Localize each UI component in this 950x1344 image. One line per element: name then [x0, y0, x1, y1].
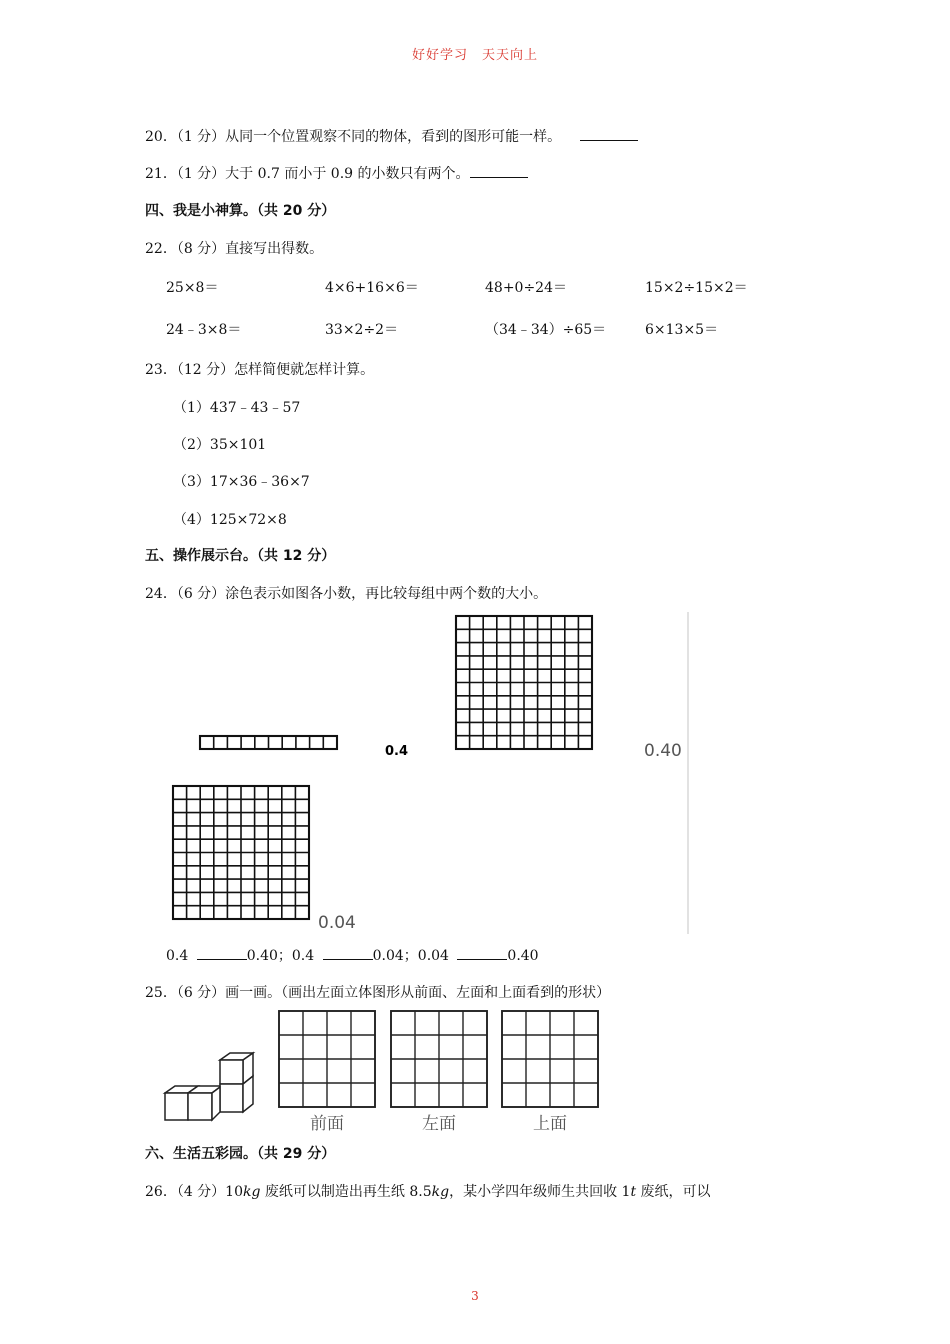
q23-item-3: （3）17×36﹣36×7: [173, 474, 310, 490]
calc-item: （34﹣34）÷65＝: [485, 322, 607, 338]
strip-1x10[interactable]: [200, 736, 337, 749]
calc-item: 33×2÷2＝: [325, 322, 399, 338]
view-label-top: 上面: [533, 1114, 567, 1133]
view-grid-left[interactable]: [391, 1011, 487, 1107]
section-4-title: 四、我是小神算。（共 20 分）: [145, 203, 336, 219]
calc-item: 15×2÷15×2＝: [645, 280, 748, 296]
q24-grid-figure: [165, 612, 690, 934]
question-25-text: 25．（6 分）画一画。（画出左面立体图形从前面、左面和上面看到的形状）: [145, 985, 611, 1001]
unit-kg: kg: [243, 1184, 261, 1200]
view-grid-front[interactable]: [279, 1011, 375, 1107]
q26-text: 废纸可以制造出再生纸 8.5: [260, 1184, 432, 1200]
answer-blank[interactable]: [580, 128, 638, 141]
label-0-04: 0.04: [318, 913, 356, 933]
q26-text: 废纸，可以: [636, 1184, 711, 1200]
question-21: [145, 163, 528, 183]
compare-text: 0.04；0.04: [372, 948, 449, 964]
label-0-4: 0.4: [385, 744, 409, 759]
answer-blank[interactable]: [323, 947, 373, 960]
q23-item-1: （1）437﹣43﹣57: [173, 400, 301, 416]
q23-item-4: （4）125×72×8: [173, 512, 287, 528]
calc-item: 24﹣3×8＝: [166, 322, 242, 338]
view-label-front: 前面: [310, 1114, 344, 1133]
grid-10x10-c[interactable]: [173, 786, 309, 919]
question-20-text: 20．（1 分）从同一个位置观察不同的物体，看到的图形可能一样。: [145, 129, 562, 145]
calc-item: 48+0÷24＝: [485, 280, 567, 296]
grid-10x10-b[interactable]: [456, 616, 592, 749]
calc-item: 25×8＝: [166, 280, 219, 296]
question-23-text: 23．（12 分）怎样简便就怎样计算。: [145, 362, 375, 378]
view-grid-top[interactable]: [502, 1011, 598, 1107]
question-22-text: 22．（8 分）直接写出得数。: [145, 241, 324, 257]
answer-blank[interactable]: [457, 947, 507, 960]
answer-blank[interactable]: [197, 947, 247, 960]
view-label-left: 左面: [422, 1114, 456, 1133]
cube-solid: [165, 1053, 253, 1120]
compare-text: 0.40；0.4: [246, 948, 315, 964]
unit-kg: kg: [431, 1184, 450, 1200]
page-number: 3: [471, 1289, 479, 1303]
question-20: [145, 126, 638, 146]
calc-item: 6×13×5＝: [645, 322, 719, 338]
q25-figure: [160, 1008, 605, 1133]
compare-text: 0.4: [166, 948, 189, 964]
answer-blank[interactable]: [470, 165, 528, 178]
q23-item-2: （2）35×101: [173, 437, 267, 453]
label-0-40: 0.40: [644, 741, 682, 761]
question-21-text: 21．（1 分）大于 0.7 而小于 0.9 的小数只有两个。: [145, 166, 470, 182]
question-24-text: 24．（6 分）涂色表示如图各小数，再比较每组中两个数的大小。: [145, 586, 548, 602]
section-6-title: 六、生活五彩园。（共 29 分）: [145, 1146, 336, 1162]
section-5-title: 五、操作展示台。（共 12 分）: [145, 548, 336, 564]
question-26: [145, 1181, 711, 1201]
q26-text: ，某小学四年级师生共回收 1: [449, 1184, 631, 1200]
q24-compare-line: [166, 945, 539, 965]
calc-item: 4×6+16×6＝: [325, 280, 419, 296]
page-header: 好好学习 天天向上: [411, 48, 538, 63]
unit-t: t: [630, 1184, 637, 1200]
q26-text: 26．（4 分）10: [145, 1184, 243, 1200]
compare-text: 0.40: [507, 948, 539, 964]
